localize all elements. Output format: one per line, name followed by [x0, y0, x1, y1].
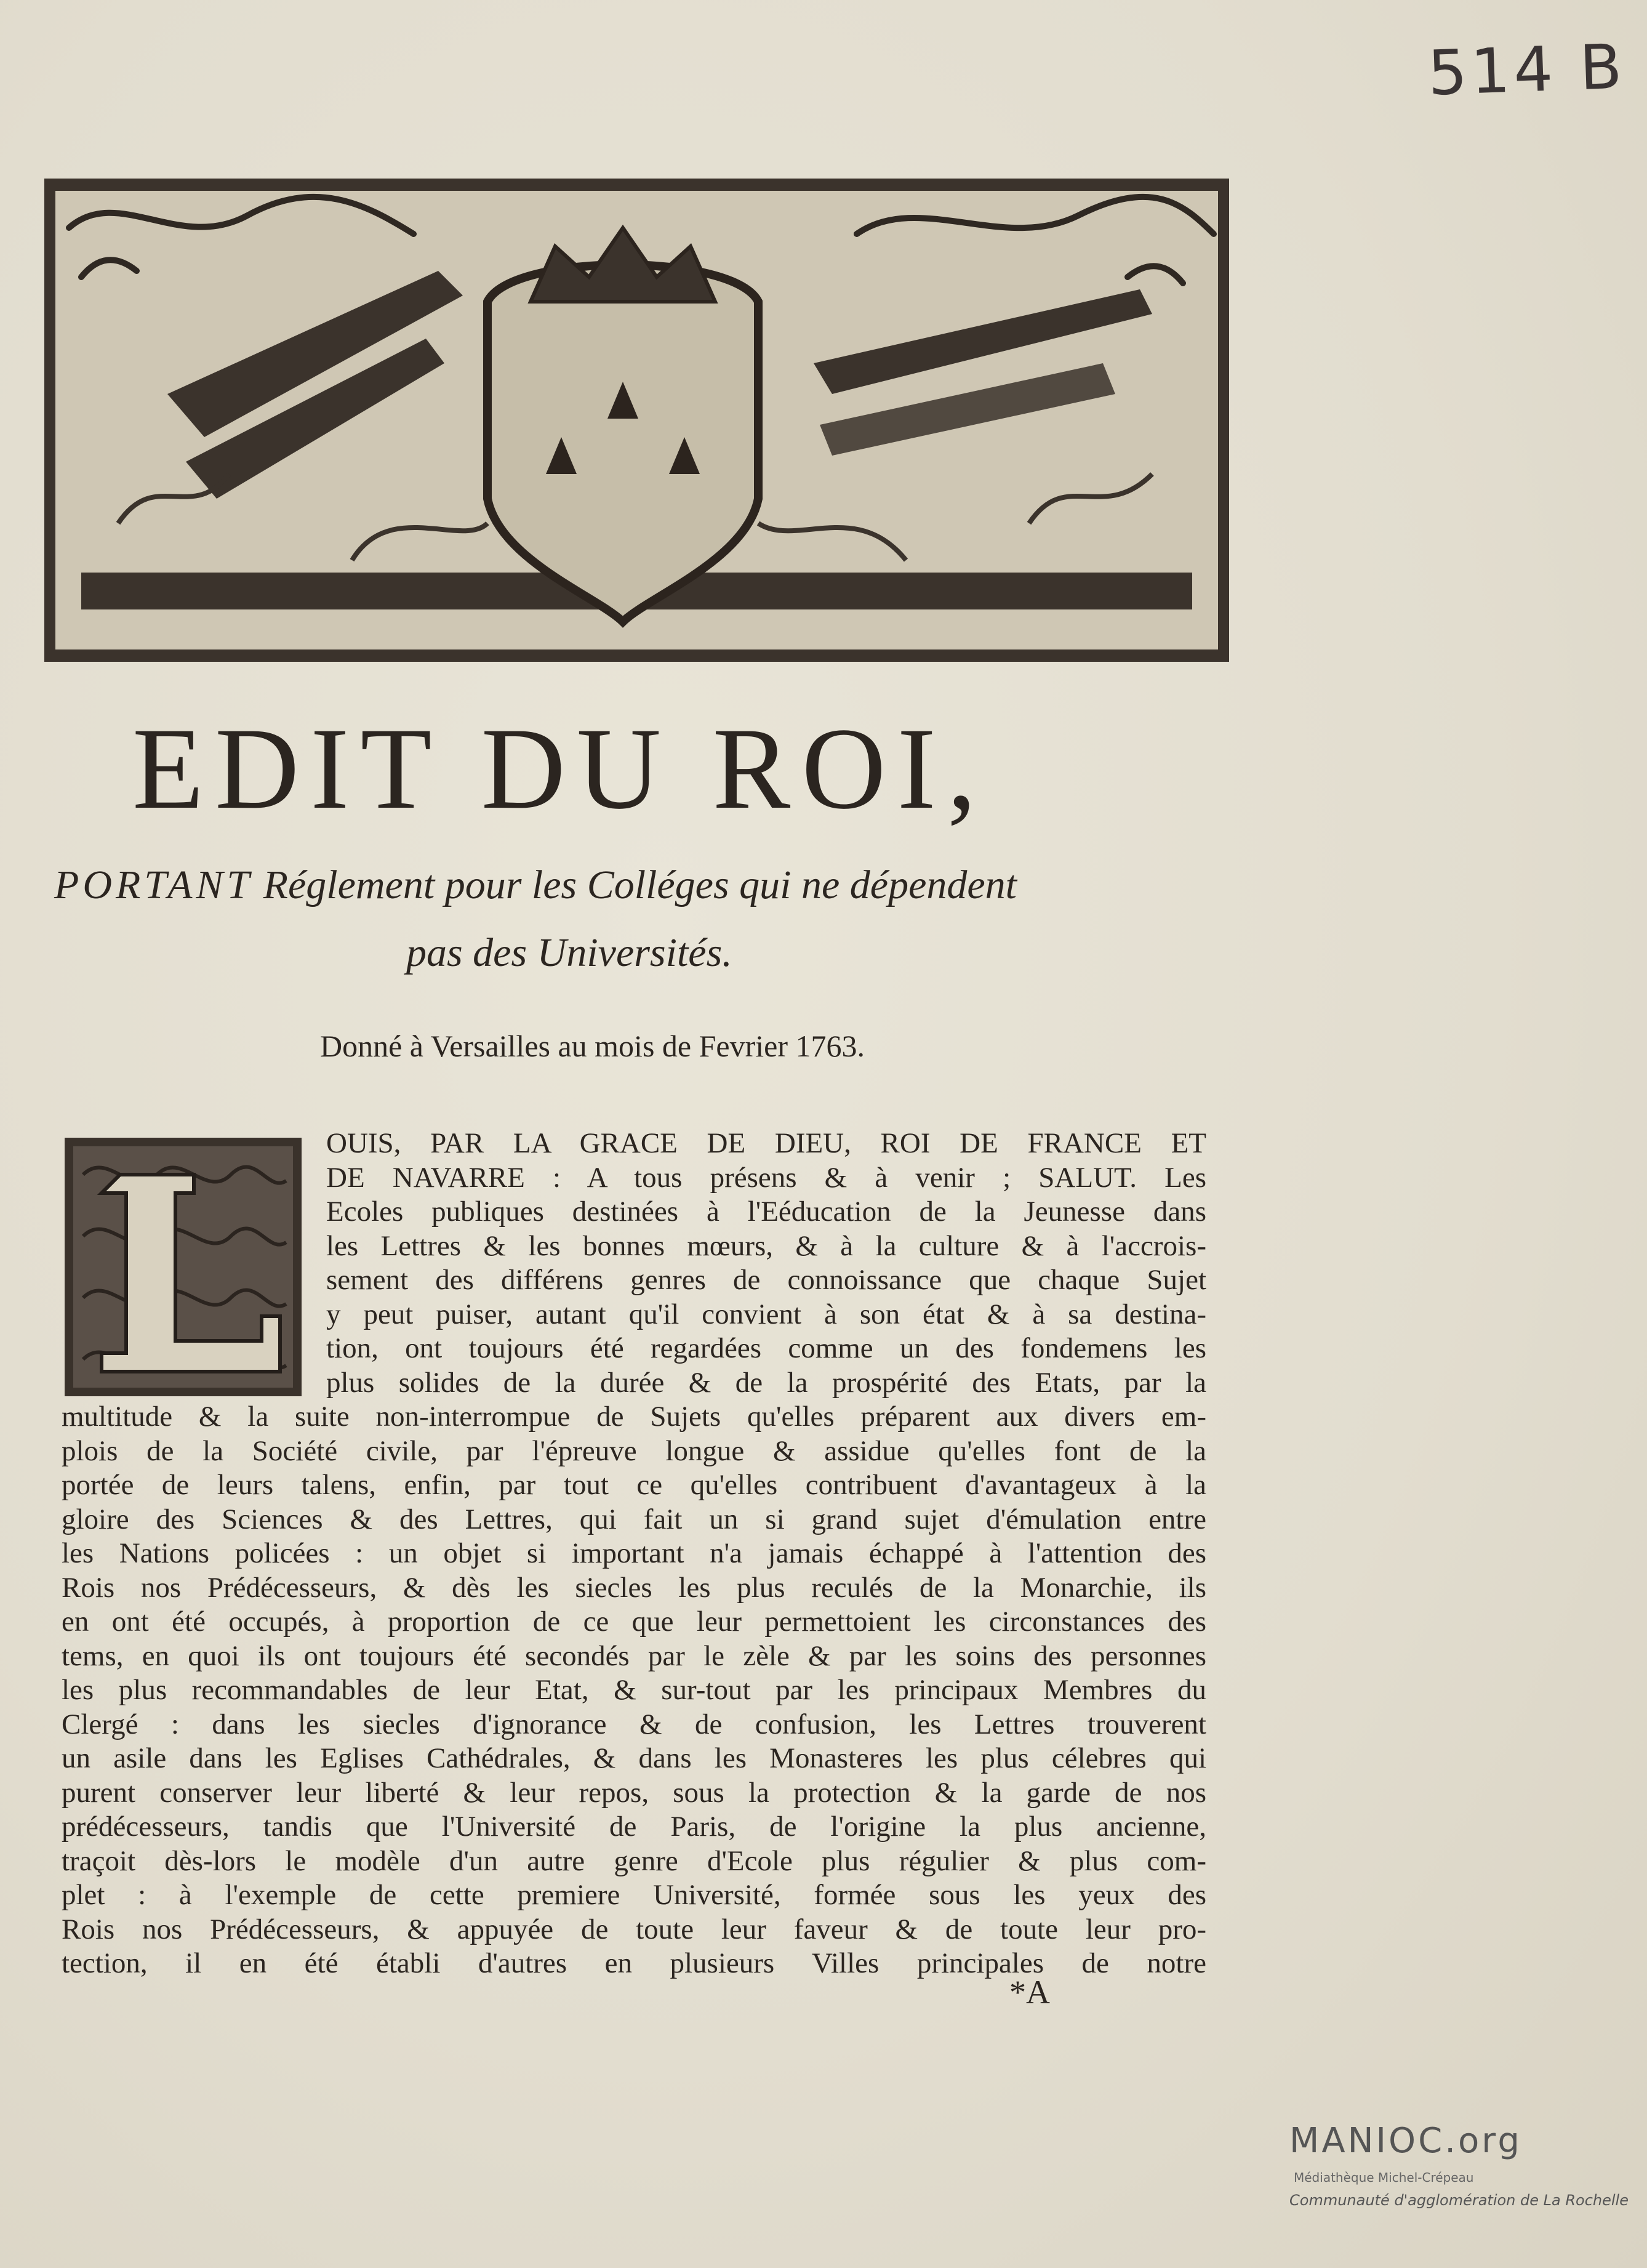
text-line: DE NAVARRE : A tous présens & à venir ; SALUT. Les	[326, 1161, 1206, 1194]
text-line: y peut puiser, autant qu'il convient à son état & à sa destina-	[326, 1298, 1206, 1330]
text-line: traçoit dès-lors le modèle d'un autre genre d'Ecole plus régulier & plus com-	[62, 1844, 1206, 1877]
text-line: plus solides de la durée & de la prospérité des Etats, par la	[326, 1366, 1206, 1399]
subtitle-line-2: pas des Universités.	[406, 930, 732, 975]
text-line: multitude & la suite non-interrompue de Sujets qu'elles préparent aux divers em-	[62, 1401, 1206, 1433]
signature-mark: *A	[1009, 1974, 1050, 2011]
text-line: un asile dans les Eglises Cathédrales, & dans les Monasteres les plus célebres qui	[62, 1742, 1206, 1774]
community-name: Communauté d'agglomération de La Rochelle	[1289, 2192, 1629, 2209]
text-line: en ont été occupés, à proportion de ce que leur permettoient les circonstances des	[62, 1606, 1206, 1638]
text-line: purent conserver leur liberté & leur repos, sous la protection & la garde de nos	[62, 1776, 1206, 1809]
text-line: Rois nos Prédécesseurs, & dès les siecles les plus reculés de la Monarchie, ils	[62, 1571, 1206, 1604]
text-line: tems, en quoi ils ont toujours été secondés par le zèle & par les soins des personnes	[62, 1639, 1206, 1672]
text-line: les plus recommandables de leur Etat, & sur-tout par les principaux Membres du	[62, 1674, 1206, 1706]
engraved-headpiece	[44, 179, 1229, 662]
manuscript-shelf-number: 514 B	[1427, 30, 1627, 110]
library-name: Médiathèque Michel-Crépeau	[1294, 2170, 1474, 2185]
text-line: OUIS, PAR LA GRACE DE DIEU, ROI DE FRANCE ET	[326, 1127, 1206, 1159]
text-line: les Nations policées : un objet si important n'a jamais échappé à l'attention des	[62, 1537, 1206, 1569]
text-line: portée de leurs talens, enfin, par tout ce qu'elles contribuent d'avantageux à la	[62, 1469, 1206, 1501]
text-line: plet : à l'exemple de cette premiere Université, formée sous les yeux des	[62, 1879, 1206, 1911]
text-line: Rois nos Prédécesseurs, & appuyée de toute leur faveur & de toute leur pro-	[62, 1913, 1206, 1945]
text-line: prédécesseurs, tandis que l'Université de Paris, de l'origine la plus ancienne,	[62, 1811, 1206, 1843]
edict-title: EDIT DU ROI,	[132, 704, 988, 834]
text-line: tection, il en été établi d'autres en plusieurs Villes principales de notre	[62, 1947, 1206, 1979]
text-line: les Lettres & les bonnes mœurs, & à la culture & à l'accrois-	[326, 1229, 1206, 1262]
text-line: Clergé : dans les siecles d'ignorance & de confusion, les Lettres trouverent	[62, 1708, 1206, 1740]
text-line: tion, ont toujours été regardées comme un des fondemens les	[326, 1332, 1206, 1364]
subtitle-line-1-text: Réglement pour les Colléges qui ne dépendent	[253, 863, 1017, 907]
text-line: gloire des Sciences & des Lettres, qui fait un si grand sujet d'émulation entre	[62, 1503, 1206, 1535]
edict-body-text	[62, 1127, 1206, 1981]
text-line: Ecoles publiques destinées à l'Eéducation de la Jeunesse dans	[326, 1196, 1206, 1228]
given-at-versailles: Donné à Versailles au mois de Fevrier 1763.	[320, 1029, 865, 1063]
manioc-logo: MANIOC.org	[1289, 2121, 1522, 2161]
text-line: sement des différens genres de connoissance que chaque Sujet	[326, 1264, 1206, 1296]
subtitle-line-1	[54, 862, 1193, 909]
subtitle-lead-word: PORTANT	[54, 863, 254, 907]
text-line: plois de la Société civile, par l'épreuve longue & assidue qu'elles font de la	[62, 1434, 1206, 1467]
